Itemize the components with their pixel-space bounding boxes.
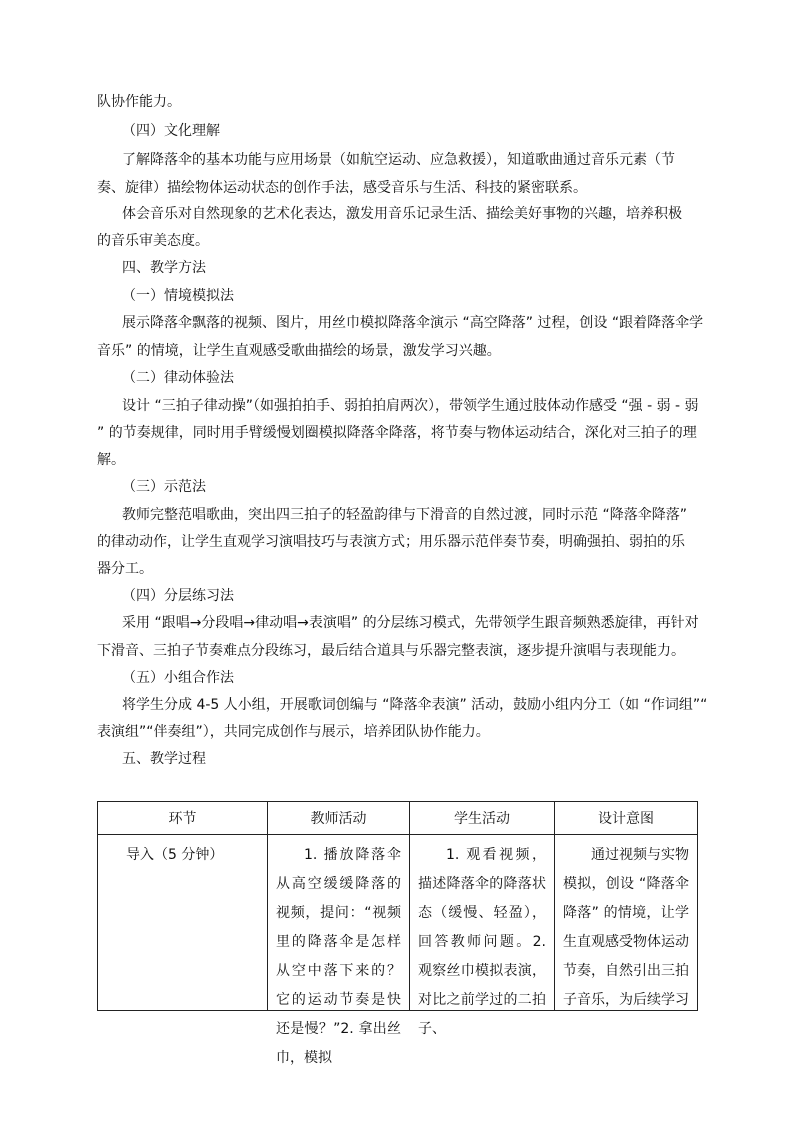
design-intent-cell <box>555 835 698 1011</box>
teacher-activity-content: 1. 播放降落伞从高空缓缓降落的视频，提问：“视频里的降落伞是怎样从空中落下来的？它的运动节奏是快还是慢？”2. 拿出丝巾，模拟 <box>276 847 401 1066</box>
text-line: 的音乐审美态度。 <box>97 233 209 249</box>
text-line: 了解降落伞的基本功能与应用场景（如航空运动、应急救援），知道歌曲通过音乐元素（节 <box>122 152 675 168</box>
text-line: 器分工。 <box>97 561 153 577</box>
teaching-process-table-wrapper <box>97 801 697 1066</box>
text-line: 体会音乐对自然现象的艺术化表达，激发用音乐记录生活、描绘美好事物的兴趣，培养积极 <box>122 206 682 222</box>
teacher-activity-text <box>268 835 409 1066</box>
subheading: （四）文化理解 <box>122 123 220 139</box>
text-line: 采用 “跟唱→分段唱→律动唱→表演唱” 的分层练习模式，先带领学生跟音频熟悉旋律，再针对 <box>122 615 699 631</box>
section-heading: 四、教学方法 <box>122 260 206 276</box>
section-heading: 五、教学过程 <box>122 751 206 767</box>
student-activity-text <box>410 835 554 1037</box>
stage-cell <box>98 835 268 1011</box>
student-activity-cell <box>410 835 555 1037</box>
header-stage: 环节 <box>98 802 268 835</box>
text-line: ” 的节奏规律，同时用手臂缓慢划圈模拟降落伞降落，将节奏与物体运动结合，深化对三拍子的理 <box>97 425 697 441</box>
subheading: （一）情境模拟法 <box>122 288 234 304</box>
header-student-activity: 学生活动 <box>410 802 555 835</box>
subheading: （三）示范法 <box>122 479 206 495</box>
text-line: 解。 <box>97 452 125 468</box>
table-header-row <box>98 802 698 835</box>
teaching-process-table <box>97 801 698 1066</box>
text-line: 教师完整范唱歌曲，突出四三拍子的轻盈韵律与下滑音的自然过渡，同时示范 “降落伞降落” <box>122 507 687 523</box>
header-design-intent: 设计意图 <box>555 802 698 835</box>
text-line: 展示降落伞飘落的视频、图片，用丝巾模拟降落伞演示 “高空降落” 过程，创设 “跟着降落伞学 <box>122 315 704 331</box>
student-activity-content: 1. 观看视频，描述降落伞的降落状态（缓慢、轻盈），回答教师问题。2. 观察丝巾模拟表演，对比之前学过的二拍子、 <box>418 847 546 1037</box>
text-line: 队协作能力。 <box>97 94 181 110</box>
text-line: 奏、旋律）描绘物体运动状态的创作手法，感受音乐与生活、科技的紧密联系。 <box>97 180 587 196</box>
text-line: 下滑音、三拍子节奏难点分段练习，最后结合道具与乐器完整表演，逐步提升演唱与表现能力。 <box>97 643 685 659</box>
design-intent-content: 通过视频与实物模拟，创设 “降落伞降落” 的情境，让学生直观感受物体运动节奏，自然引出三拍子音乐，为后续学习 <box>563 847 689 1008</box>
design-intent-text <box>555 835 697 1010</box>
subheading: （二）律动体验法 <box>122 370 234 386</box>
text-line: 将学生分成 4-5 人小组，开展歌词创编与 “降落伞表演” 活动，鼓励小组内分工（如 “作词组”“ <box>122 697 708 713</box>
text-line: 音乐” 的情境，让学生直观感受歌曲描绘的场景，激发学习兴趣。 <box>97 343 501 359</box>
text-line: 设计 “三拍子律动操”（如强拍拍手、弱拍拍肩两次），带领学生通过肢体动作感受 “强 - 弱 - 弱 <box>122 398 699 414</box>
stage-text: 导入（5 分钟） <box>126 847 224 863</box>
text-line: 的律动动作，让学生直观学习演唱技巧与表演方式；用乐器示范伴奏节奏，明确强拍、弱拍的乐 <box>97 534 685 550</box>
table-row <box>98 835 698 1011</box>
header-teacher-activity: 教师活动 <box>268 802 410 835</box>
text-line: 表演组”“伴奏组”），共同完成创作与展示，培养团队协作能力。 <box>97 724 490 740</box>
subheading: （四）分层练习法 <box>122 588 234 604</box>
subheading: （五）小组合作法 <box>122 670 234 686</box>
teacher-activity-cell <box>268 835 410 1066</box>
